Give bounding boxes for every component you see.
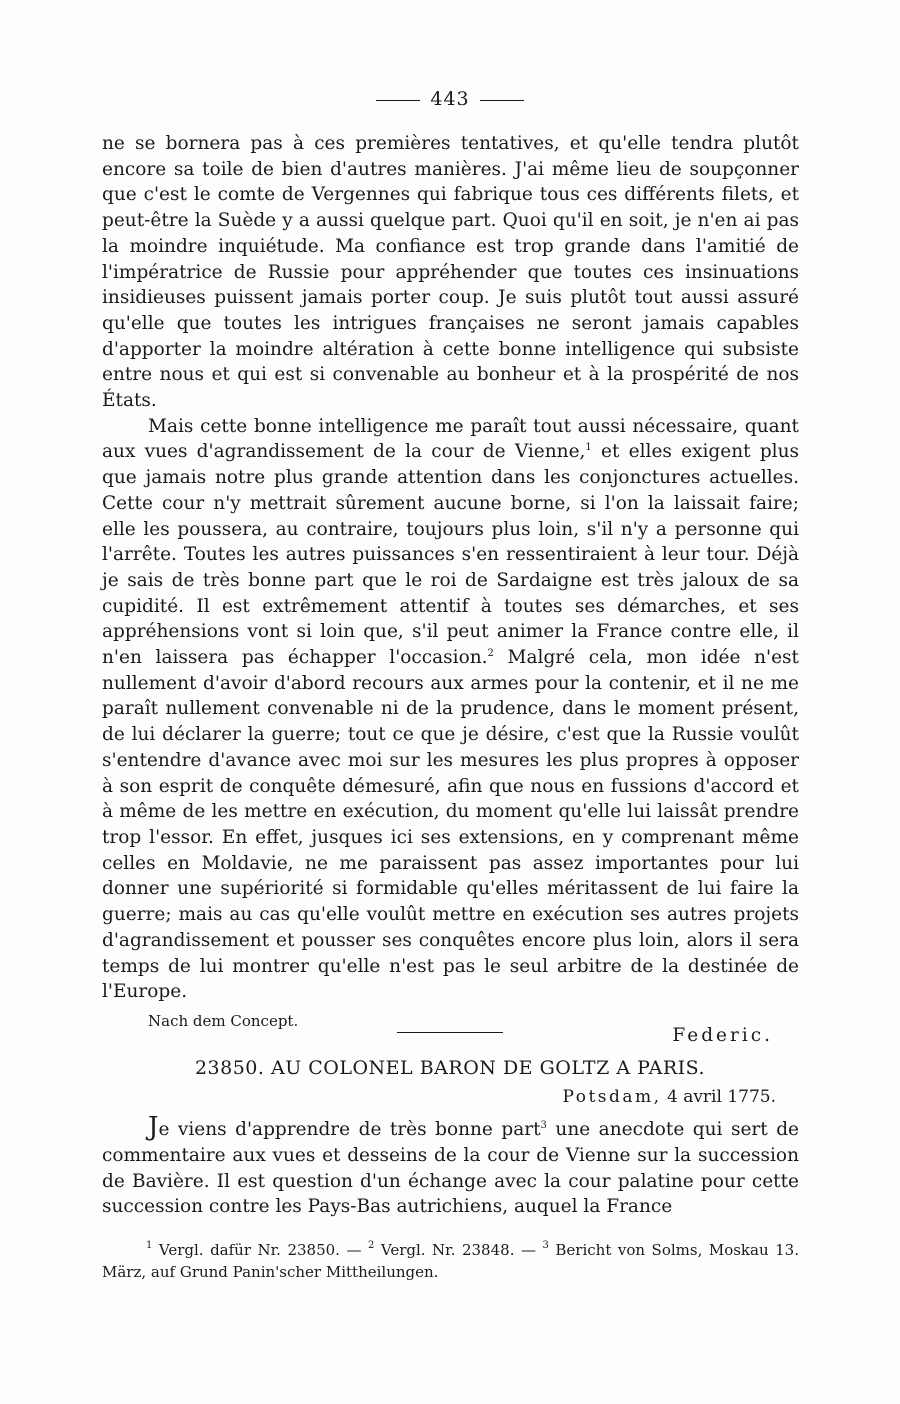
- dateline-date: 4 avril 1775.: [666, 1087, 776, 1107]
- footnote-3-text: Bericht von Solms, Moskau 13. März, auf Grund Panin'scher Mittheilungen.: [102, 1241, 799, 1281]
- letter-2-heading: 23850. AU COLONEL BARON DE GOLTZ A PARIS.: [194, 1057, 706, 1079]
- footnote-ref-2[interactable]: 2: [487, 648, 494, 660]
- letter-2-body: [102, 1112, 799, 1220]
- footnote-2-text: Vergl. Nr. 23848. —: [374, 1241, 543, 1259]
- page-number-dash-left: [376, 100, 420, 101]
- dateline-place: Potsdam,: [562, 1087, 662, 1107]
- footnote-1-text: Vergl. dafür Nr. 23850. —: [152, 1241, 368, 1259]
- letter-2-paragraph-1: [102, 1112, 799, 1220]
- letter-2-text-a: e viens d'apprendre de très bonne part: [158, 1119, 541, 1140]
- source-note: Nach dem Concept.: [148, 1012, 299, 1030]
- paragraph-2-part-a: Mais cette bonne intelligence me paraît tout aussi nécessaire, quant aux vues d'agrandissement de la cour de Vienne,: [102, 415, 799, 463]
- paragraph-2-part-c: Malgré cela, mon idée n'est nullement d'avoir d'abord recours aux armes pour la contenir, et il ne me paraît nullement convenable ni de la prudence, dans le moment présent, de lui déclarer la guerre; tout ce que je désire, c'est que la Russie voulût s'entendre d'avance avec moi sur les mesures les plus propres à opposer à son esprit de conquête démesuré, afin que nous en fussions d'accord et à même de les mettre en exécution, du moment qu'elle lui laissât prendre trop l'essor. En effet, jusques ici ses extensions, en y comprenant même celles en Moldavie, ne me paraissent pas assez importantes pour lui donner une supériorité si formidable qu'elles méritassent de lui faire la guerre; mais au cas qu'elle voulût mettre en exécution ses autres projets d'agrandissement et pousser ses conquêtes encore plus loin, alors il sera temps de lui montrer qu'elle n'est pas le seul arbitre de la destinée de l'Europe.: [102, 647, 799, 1003]
- signature: Federic.: [672, 1024, 773, 1046]
- paragraph-2-part-b: et elles exigent plus que jamais notre plus grande attention dans les conjonctures actuelles. Cette cour n'y mettrait sûrement aucune borne, si l'on la laissait faire; elle les poussera, au contraire, toujours plus loin, s'il n'y a personne qui l'arrête. Toutes les autres puissances s'en ressentiraient à leur tour. Déjà je sais de très bonne part que le roi de Sardaigne est très jaloux de sa cupidité. Il est extrêmement attentif à toutes ses démarches, et ses appréhensions vont si loin que, s'il peut animer la France contre elle, il n'en laissera pas échapper l'occasion.: [102, 441, 799, 669]
- letter-2-dateline: [562, 1087, 776, 1107]
- letter-1-paragraph-1: ne se bornera pas à ces premières tentatives, et qu'elle tendra plutôt encore sa toile de bien d'autres manières. J'ai même lieu de soupçonner que c'est le comte de Vergennes qui fabrique tous ces différents filets, et peut-être la Suède y a aussi quelque part. Quoi qu'il en soit, je n'en ai pas la moindre inquiétude. Ma confiance est trop grande dans l'amitié de l'impératrice de Russie pour appréhender que toutes ces insinuations insidieuses puissent jamais porter coup. Je suis plutôt tout aussi assuré qu'elle que toutes les intrigues françaises ne seront jamais capables d'apporter la moindre altération à cette bonne intelligence qui subsiste entre nous et qui est si convenable au bonheur et à la prospérité de nos États.: [102, 133, 799, 412]
- footnote-ref-1[interactable]: 1: [585, 442, 592, 454]
- footnote-3-mark: 3: [542, 1240, 549, 1251]
- page-number-dash-right: [480, 100, 524, 101]
- letter-2-text-b: une anecdote qui sert de commentaire aux vues et desseins de la cour de Vienne sur la succession de Bavière. Il est question d'un échange avec la cour palatine pour cette succession contre les Pays-Bas autrichiens, auquel la France: [102, 1119, 799, 1218]
- footnote-1-mark: 1: [146, 1240, 153, 1251]
- section-divider: [397, 1032, 503, 1033]
- letter-2-initial: J: [148, 1112, 159, 1142]
- letter-1-paragraph-2: [102, 414, 799, 1005]
- footnotes: [102, 1239, 799, 1283]
- page-number-text: 443: [430, 88, 470, 110]
- footnote-2-mark: 2: [367, 1240, 375, 1251]
- page-number: [0, 88, 900, 110]
- footnote-block: [102, 1239, 799, 1283]
- footnote-ref-3[interactable]: 3: [540, 1120, 547, 1131]
